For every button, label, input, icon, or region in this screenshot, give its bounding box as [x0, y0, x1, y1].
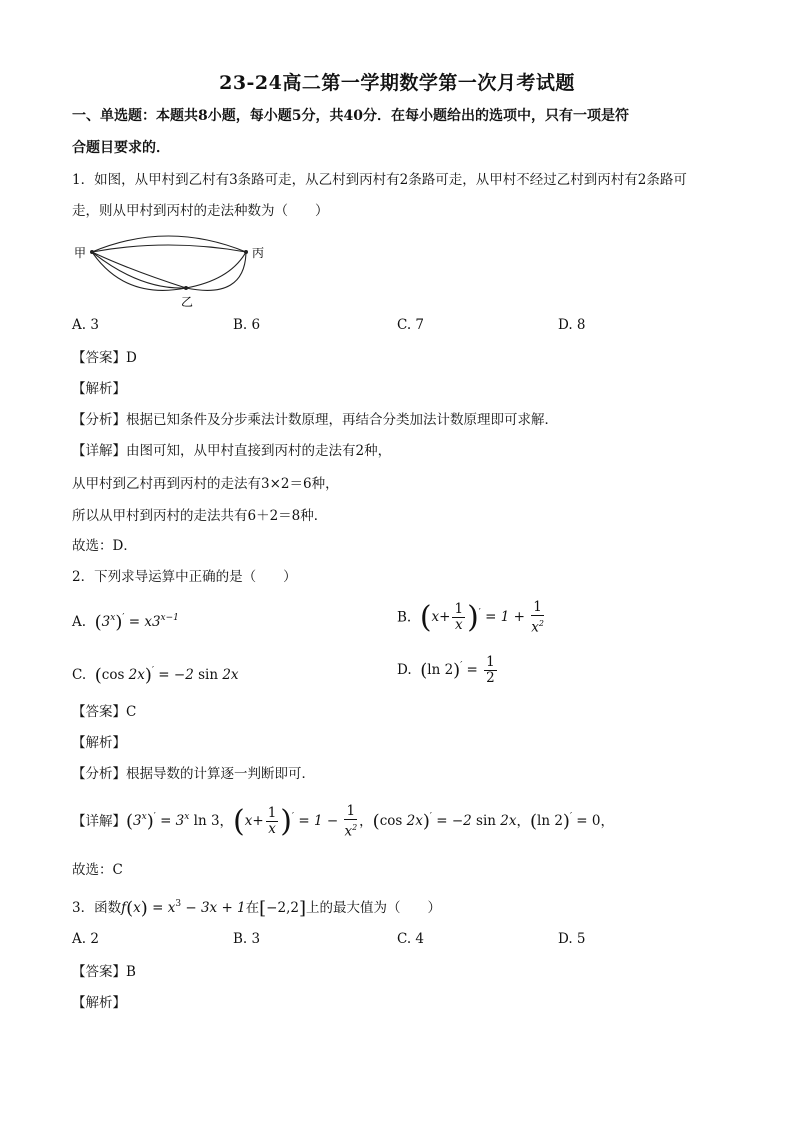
label-jia: 甲 — [74, 246, 87, 260]
q2-conclusion: 故选：C — [72, 862, 123, 878]
q1-stem-line1: 1．如图，从甲村到乙村有3条路可走，从乙村到丙村有2条路可走，从甲村不经过乙村到丙村有2条路可 — [72, 172, 687, 188]
q1-stem-line2: 走，则从甲村到丙村的走法种数为（ ） — [72, 203, 329, 219]
q2-option-b: B. (x+ $\frac{1}{x}$ )′ = 1 + $\frac{1}{x^2}$ — [397, 599, 544, 636]
node-bing — [244, 250, 248, 254]
route-jia-bing-mid — [92, 245, 246, 252]
q1-option-a: A. 3 — [72, 317, 99, 333]
q2-option-c: C. (cos 2x)′ = −2 sin 2x — [72, 665, 239, 686]
page-title: 23-24高二第一学期数学第一次月考试题 — [219, 72, 575, 94]
q3-option-d: D. 5 — [558, 931, 586, 947]
section-header-line1: 一、单选题：本题共8小题，每小题5分，共40分．在每小题给出的选项中，只有一项是符 — [72, 108, 629, 124]
q2-answer: 【答案】C — [72, 704, 137, 720]
q2-stem: 2．下列求导运算中正确的是（ ） — [72, 569, 297, 585]
q3-option-a: A. 2 — [72, 931, 99, 947]
label-bing: 丙 — [252, 246, 265, 260]
q2-fenxi: 【分析】根据导数的计算逐一判断即可． — [72, 766, 315, 782]
q1-conclusion: 故选：D． — [72, 538, 137, 554]
q1-route-diagram — [70, 230, 280, 310]
route-yi-bing-1 — [186, 252, 246, 288]
q3-option-b: B. 3 — [233, 931, 261, 947]
q2-xiangjie: 【详解】$(3^x)' = 3^x$ ln 3，(x+ $\frac{1}{x}$ )′ = 1 − $\frac{1}{x^2}$ ，(cos 2x)′ = −2 sin 2x，(ln 2)′ = 0， — [72, 803, 614, 840]
q1-answer: 【答案】D — [72, 350, 137, 366]
q2-option-d: D. (ln 2)′ = $\frac{1}{2}$ — [397, 654, 495, 686]
q3-stem: 3．函数$f(x) = x^3 - 3x + 1$在[−2,2]上的最大值为（ ） — [72, 898, 441, 919]
route-jia-yi-1 — [92, 252, 186, 288]
q1-step2: 从甲村到乙村再到丙村的走法有3×2＝6种， — [72, 476, 339, 492]
q2-option-a: A. $(3^x)' = x3^{x-1}$ — [72, 612, 179, 633]
q1-option-d: D. 8 — [558, 317, 586, 333]
q2-jiexi: 【解析】 — [72, 735, 126, 751]
route-jia-bing-top — [92, 236, 246, 252]
node-yi — [184, 286, 188, 290]
section-header-line2: 合题目要求的． — [72, 140, 170, 156]
q1-option-c: C. 7 — [397, 317, 425, 333]
q3-option-c: C. 4 — [397, 931, 425, 947]
q1-xiangjie: 【详解】由图可知，从甲村直接到丙村的走法有2种， — [72, 443, 392, 459]
label-yi: 乙 — [181, 295, 194, 309]
route-jia-yi-2 — [92, 252, 186, 288]
q1-fenxi: 【分析】根据已知条件及分步乘法计数原理，再结合分类加法计数原理即可求解． — [72, 412, 558, 428]
q1-step3: 所以从甲村到丙村的走法共有6＋2＝8种． — [72, 508, 328, 524]
route-yi-bing-2 — [186, 252, 246, 290]
q1-option-b: B. 6 — [233, 317, 261, 333]
q1-jiexi: 【解析】 — [72, 381, 126, 397]
q3-answer: 【答案】B — [72, 964, 136, 980]
node-jia — [90, 250, 94, 254]
q3-jiexi: 【解析】 — [72, 995, 126, 1011]
